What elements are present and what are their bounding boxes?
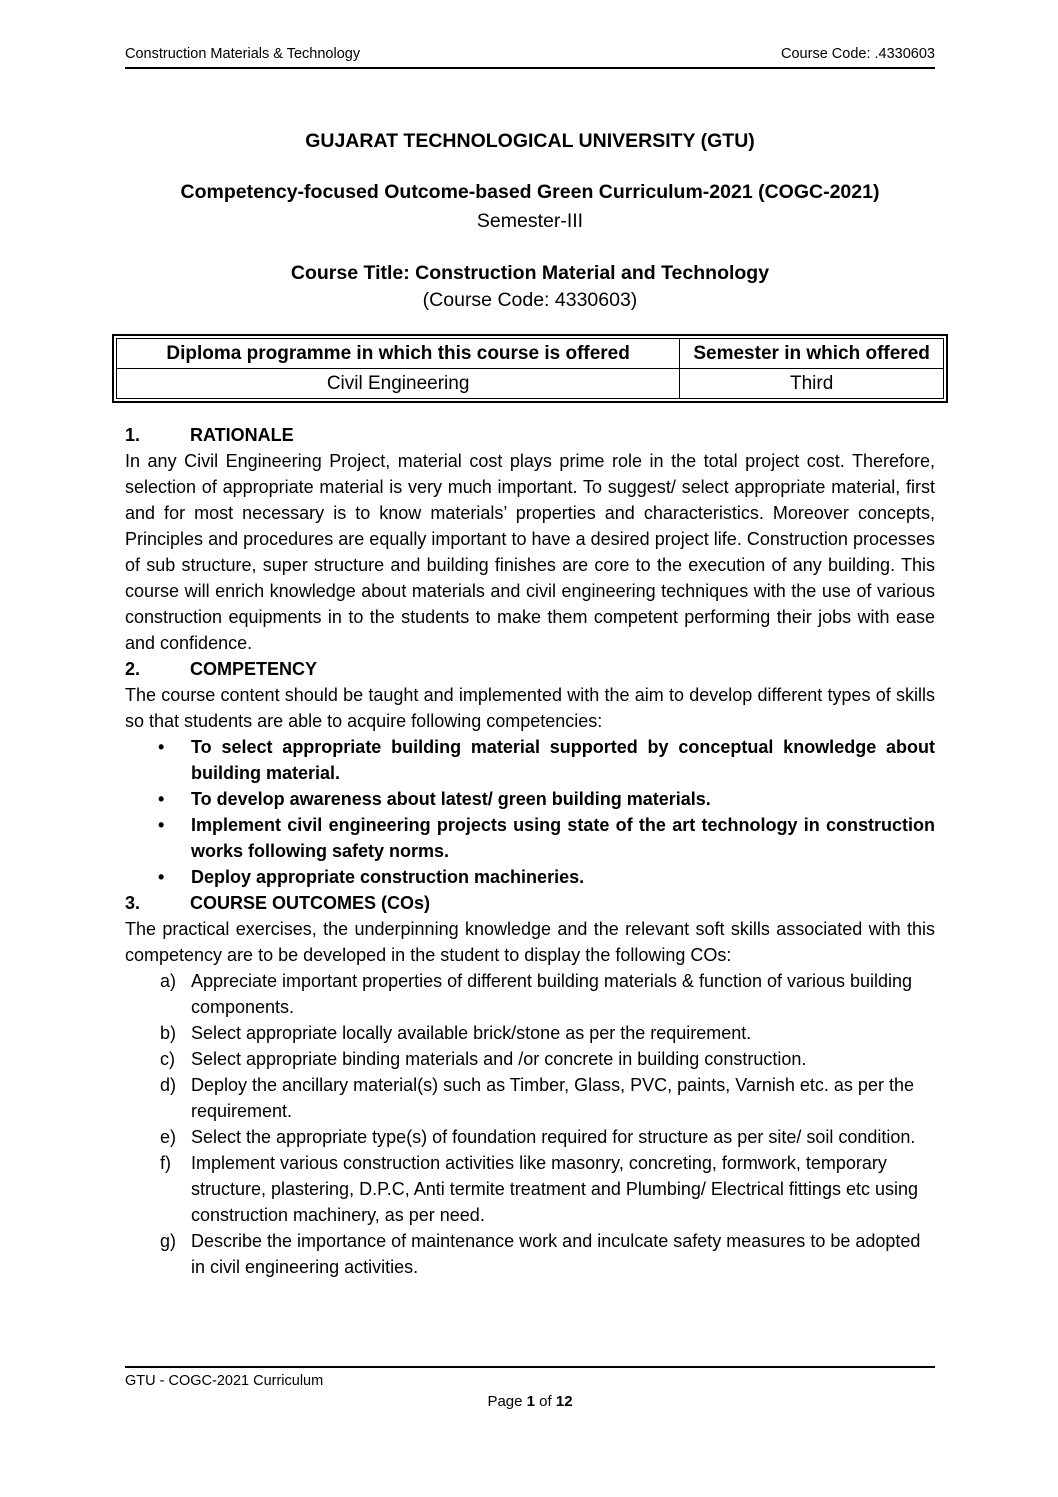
outcome-text: Select appropriate locally available brick/stone as per the requirement. xyxy=(191,1023,752,1043)
semester-label: Semester-III xyxy=(476,210,584,232)
competency-bullet-text: To develop awareness about latest/ green building materials. xyxy=(191,789,711,809)
outcome-label: e) xyxy=(160,1127,177,1147)
competency-bullet xyxy=(125,734,935,786)
outcome-text: Select the appropriate type(s) of foundation required for structure as per site/ soil condition. xyxy=(191,1127,916,1147)
course-outcome-item xyxy=(125,1072,935,1124)
header-course-code: Course Code: .4330603 xyxy=(781,46,935,62)
course-outcome-item xyxy=(125,968,935,1020)
outcome-text: Deploy the ancillary material(s) such as Timber, Glass, PVC, paints, Varnish etc. as per the requirement. xyxy=(191,1075,914,1121)
offer-table-cell-semester: Third xyxy=(680,369,944,399)
course-outcome-item xyxy=(125,1228,935,1280)
outcome-text: Implement various construction activities like masonry, concreting, formwork, temporary structure, plastering, D.P.C, Anti termite treatment and Plumbing/ Electrical fittings etc using construction machinery, as per need. xyxy=(191,1153,918,1225)
curriculum-title: Competency-focused Outcome-based Green Curriculum-2021 (COGC-2021) xyxy=(180,181,880,203)
footer-of-word: of xyxy=(539,1393,552,1410)
outcome-label: c) xyxy=(160,1049,175,1069)
section-heading-label: COMPETENCY xyxy=(190,659,318,679)
outcome-label: d) xyxy=(160,1075,177,1095)
outcome-text: Select appropriate binding materials and /or concrete in building construction. xyxy=(191,1049,807,1069)
outcome-text: Describe the importance of maintenance work and inculcate safety measures to be adopted in civil engineering activities. xyxy=(191,1231,921,1277)
offer-table-data-row xyxy=(117,369,944,399)
university-title: GUJARAT TECHNOLOGICAL UNIVERSITY (GTU) xyxy=(305,130,755,152)
page-footer xyxy=(125,1366,935,1411)
course-outcome-item xyxy=(125,1124,935,1150)
header-course-name: Construction Materials & Technology xyxy=(125,46,361,62)
competency-bullet-text: Deploy appropriate construction machineries. xyxy=(191,867,585,887)
footer-page-number: 1 xyxy=(526,1393,535,1410)
bullet-icon: • xyxy=(158,737,165,757)
rationale-paragraph: In any Civil Engineering Project, material cost plays prime role in the total project cost. Therefore, selection of appropriate material is very much important. To suggest/ select appropriate material, first and for most necessary is to know materials’ properties and characteristics. Moreover concepts, Principles and procedures are equally important to have a desired project life. Construction processes of sub structure, super structure and building finishes are core to the execution of any building. This course will enrich knowledge about materials and civil engineering techniques with the use of various construction equipments in to the students to make them competent performing their jobs with ease and confidence. xyxy=(125,451,935,653)
footer-page-word: Page xyxy=(487,1393,523,1410)
section-number: 2. xyxy=(125,659,141,679)
competency-bullet xyxy=(125,786,935,812)
offer-table-header-semester: Semester in which offered xyxy=(680,339,944,369)
title-block xyxy=(125,131,935,310)
bullet-icon: • xyxy=(158,789,165,809)
bullet-icon: • xyxy=(158,815,165,835)
competency-bullet-text: Implement civil engineering projects using state of the art technology in construction works following safety norms. xyxy=(191,815,935,861)
page-header xyxy=(125,45,935,69)
section-heading-label: RATIONALE xyxy=(190,425,294,445)
outcome-label: a) xyxy=(160,971,177,991)
offer-table xyxy=(116,338,944,399)
offer-table-header-row xyxy=(117,339,944,369)
section-number: 3. xyxy=(125,893,141,913)
competency-paragraph: The course content should be taught and implemented with the aim to develop different types of skills so that students are able to acquire following competencies: xyxy=(125,685,935,731)
course-code-label: (Course Code: 4330603) xyxy=(422,289,638,311)
course-outcome-item xyxy=(125,1150,935,1228)
section-heading-rationale xyxy=(125,422,935,448)
outcomes-paragraph: The practical exercises, the underpinning knowledge and the relevant soft skills associated with this competency are to be developed in the student to display the following COs: xyxy=(125,919,935,965)
footer-page-total: 12 xyxy=(555,1393,573,1410)
section-heading-competency xyxy=(125,656,935,682)
outcome-label: b) xyxy=(160,1023,177,1043)
section-heading-label: COURSE OUTCOMES (COs) xyxy=(190,893,431,913)
offer-table-frame xyxy=(112,334,948,403)
offer-table-cell-diploma: Civil Engineering xyxy=(117,369,680,399)
footer-curriculum-label: GTU - COGC-2021 Curriculum xyxy=(125,1373,324,1389)
section-heading-outcomes xyxy=(125,890,935,916)
section-number: 1. xyxy=(125,425,141,445)
course-outcome-item xyxy=(125,1046,935,1072)
sections xyxy=(125,422,935,1280)
outcome-label: f) xyxy=(160,1153,171,1173)
competency-bullet xyxy=(125,864,935,890)
bullet-icon: • xyxy=(158,867,165,887)
competency-bullet xyxy=(125,812,935,864)
footer-page-indicator xyxy=(125,1393,935,1411)
course-outcome-item xyxy=(125,1020,935,1046)
competency-bullet-text: To select appropriate building material supported by conceptual knowledge about building material. xyxy=(191,737,935,783)
outcome-text: Appreciate important properties of different building materials & function of various building components. xyxy=(191,971,913,1017)
course-title: Course Title: Construction Material and Technology xyxy=(290,262,770,284)
offer-table-header-diploma: Diploma programme in which this course is offered xyxy=(117,339,680,369)
outcome-label: g) xyxy=(160,1231,177,1251)
